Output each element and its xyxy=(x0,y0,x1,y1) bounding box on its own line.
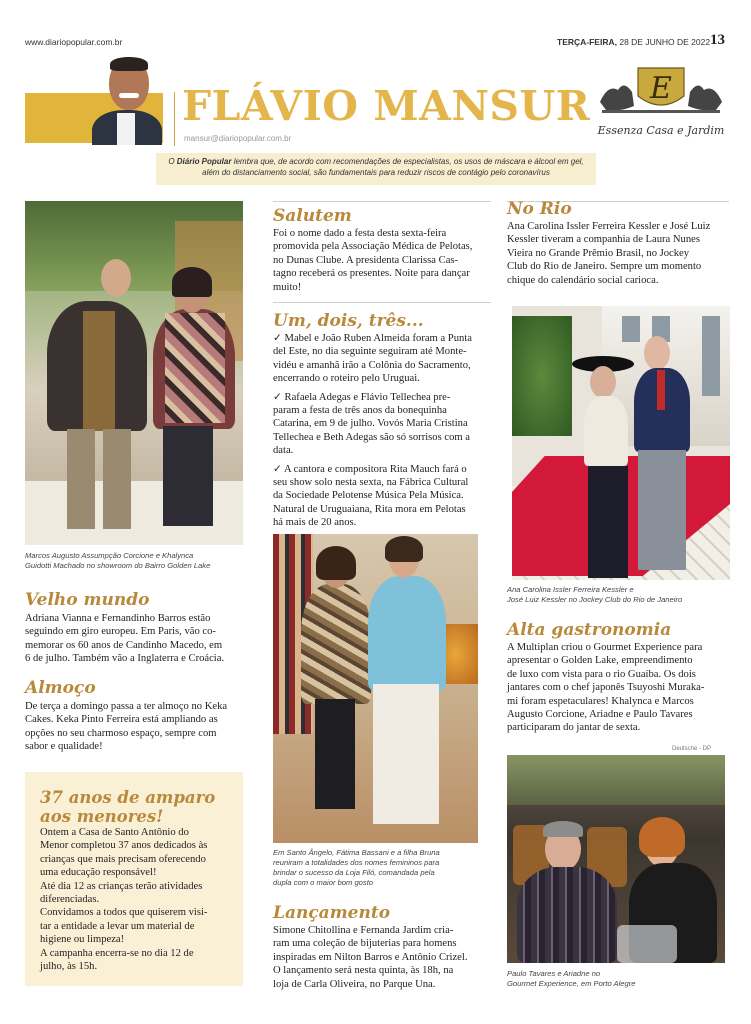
text-line: ✓ A cantora e compositora Rita Mauch fará o xyxy=(273,463,467,475)
site-url[interactable]: www.diariopopular.com.br xyxy=(25,37,123,47)
photo-loja-filo xyxy=(273,534,478,843)
article-salutem xyxy=(273,227,498,294)
heading-no-rio: No Rio xyxy=(507,199,572,219)
text-line: Simone Chitollina e Fernanda Jardim cria- xyxy=(273,925,454,936)
photo-caption-gourmet xyxy=(507,969,732,989)
text-line: mi foram espetaculares! Khalynca e Marcos xyxy=(507,695,694,707)
caption-line: Gourmet Experience, em Porto Alegre xyxy=(507,979,636,988)
date-day: TERÇA-FEIRA, xyxy=(557,37,617,47)
text-line: Club do Rio de Janeiro. Sempre um momento xyxy=(507,261,702,273)
text-line: Augusto Corcione, Ariadne e Paulo Tavares xyxy=(507,709,693,721)
heading-um-dois-tres: Um, dois, três... xyxy=(273,311,424,331)
columnist-email[interactable]: mansur@diariopopular.com.br xyxy=(184,134,292,143)
text-line: tar a entidade a levar um material de xyxy=(40,920,195,932)
text-line: sabor e qualidade! xyxy=(25,741,103,753)
caption-line: José Luiz Kessler no Jockey Club do Rio de Janeiro xyxy=(507,595,683,604)
text-line: participaram do jantar de sexta. xyxy=(507,722,641,734)
text-line: ✓ Rafaela Adegas e Flávio Tellechea pre- xyxy=(273,391,451,403)
caption-line: dupla com o maior bom gosto xyxy=(273,878,374,887)
photo-jockey-club xyxy=(512,306,730,580)
text-line: memorar os 60 anos de Candinho Macedo, em xyxy=(25,639,223,651)
text-line: Adriana Vianna e Fernandinho Barros estão xyxy=(25,613,211,624)
photo-credit: Deutsche - DP xyxy=(672,746,712,752)
date-rest: 28 DE JUNHO DE 2022 xyxy=(616,37,711,47)
caption-line: Em Santo Ângelo, Fátima Bassani e a filha Bruna xyxy=(273,848,440,857)
text-line: param a festa de três anos da bonequinha xyxy=(273,405,447,417)
text-line: de luxo com vista para o rio Guaíba. Os dois xyxy=(507,668,696,680)
text-line: encerrando o roteiro pelo Uruguai. xyxy=(273,373,420,385)
heading-lancamento: Lançamento xyxy=(273,903,391,923)
article-37-anos xyxy=(40,826,240,973)
text-line: 6 de julho. Também vão a Inglaterra e Croácia. xyxy=(25,653,225,665)
text-line: Kessler tiveram a companhia de Laura Nunes xyxy=(507,234,700,246)
heading-salutem: Salutem xyxy=(273,206,352,226)
heading-line: 37 anos de amparo xyxy=(40,788,216,807)
divider xyxy=(273,201,491,202)
text-line: chique do calendário social carioca. xyxy=(507,274,659,286)
photo-caption-left xyxy=(25,551,247,571)
heading-alta-gastronomia: Alta gastronomia xyxy=(507,620,672,640)
text-line: tagno receberá os presentes. Noite para dançar xyxy=(273,268,470,280)
caption-line: Paulo Tavares e Ariadne no xyxy=(507,969,601,978)
columnist-name: FLÁVIO MANSUR xyxy=(182,82,591,130)
heading-37-anos xyxy=(40,788,215,826)
text-line: Natural de Uruguaiana, Rita mora em Pelotas xyxy=(273,503,466,515)
text-line: higiene ou limpeza! xyxy=(40,934,125,946)
heading-line: aos menores! xyxy=(40,807,164,826)
notice-brand: Diário Popular xyxy=(176,157,232,166)
text-line: uma educação responsável! xyxy=(40,867,157,879)
divider xyxy=(273,302,491,303)
text-line: ram uma coleção de bijuterias para homens xyxy=(273,938,457,950)
text-line: data. xyxy=(273,445,294,457)
sponsor-name: Essenza Casa e Jardim xyxy=(597,124,725,137)
text-line: seu show solo nesta sexta, na Fábrica Cultural xyxy=(273,477,469,489)
text-line: diferenciadas. xyxy=(40,894,100,906)
text-line: O lançamento será nesta quinta, às 18h, na xyxy=(273,965,454,977)
text-line: Tellechea e Beth Adegas são só sorrisos com a xyxy=(273,431,470,443)
text-line: ✓ Mabel e João Ruben Almeida foram a Punta xyxy=(273,333,472,344)
title-divider xyxy=(174,92,175,146)
text-line: há mais de 20 anos. xyxy=(273,517,357,529)
text-line: apresentar o Golden Lake, empreendimento xyxy=(507,655,693,667)
text-line: Foi o nome dado a festa desta sexta-feira xyxy=(273,228,447,239)
text-line: Até dia 12 as crianças terão atividades xyxy=(40,880,203,892)
svg-text:E: E xyxy=(650,71,672,106)
text-line: Ana Carolina Issler Ferreira Kessler e José Luiz xyxy=(507,221,711,232)
text-line: De terça a domingo passa a ter almoço no Keka xyxy=(25,701,228,712)
text-line: no Dunas Clube. A presidenta Clarissa Cas- xyxy=(273,254,459,266)
photo-showroom xyxy=(25,201,243,545)
text-line: muito! xyxy=(273,281,302,293)
caption-line: Marcos Augusto Assumpção Corcione e Khalynca xyxy=(25,551,194,560)
text-line: del Este, no dia seguinte seguiram até Monte- xyxy=(273,346,467,358)
caption-line: Ana Carolina Issler Ferreira Kessler e xyxy=(507,585,634,594)
photo-gourmet-experience xyxy=(507,755,725,963)
photo-caption-right xyxy=(507,585,732,605)
caption-line: brindar o sucesso da Loja Filó, comandada pela xyxy=(273,868,435,877)
caption-line: Guidotti Machado no showroom do Bairro Golden Lake xyxy=(25,561,211,570)
photo-caption-middle xyxy=(273,848,483,888)
text-line: seguindo em giro europeu. Em Paris, vão co- xyxy=(25,626,216,638)
article-um-dois-tres xyxy=(273,332,498,530)
health-notice xyxy=(156,153,596,185)
notice-prefix: O xyxy=(168,157,177,166)
text-line: jantares com o chef japonês Tsuyoshi Muraka- xyxy=(507,682,705,694)
publication-date xyxy=(557,37,710,47)
text-line: Menor completou 37 anos dedicados às xyxy=(40,840,208,852)
columnist-portrait xyxy=(72,55,167,145)
heading-almoco: Almoço xyxy=(25,678,96,698)
text-line: loja de Carla Oliveira, no Parque Una. xyxy=(273,978,436,990)
text-line: inspiradas em Nilton Barros e Antônio Crizel. xyxy=(273,951,468,963)
article-no-rio xyxy=(507,220,732,287)
text-line: Cakes. Keka Pinto Ferreira está ampliando as xyxy=(25,714,218,726)
text-line: Catarina, em 9 de julho. Vovós Maria Cristina xyxy=(273,418,468,430)
article-lancamento xyxy=(273,924,498,991)
article-velho-mundo xyxy=(25,612,247,666)
text-line: Ontem a Casa de Santo Antônio do xyxy=(40,827,189,838)
text-line: crianças que mais precisam oferecendo xyxy=(40,853,206,865)
article-almoco xyxy=(25,700,247,754)
text-line: promovida pela Associação Médica de Pelotas, xyxy=(273,241,473,253)
text-line: da Sociedade Pelotense Música Pela Música. xyxy=(273,490,464,502)
page-number: 13 xyxy=(710,32,725,48)
heading-velho-mundo: Velho mundo xyxy=(25,590,150,610)
sponsor-logo xyxy=(594,62,728,146)
notice-line-1: lembra que, de acordo com recomendações de especialistas, os usos de máscara e álcool em gel, xyxy=(231,157,584,166)
text-line: A campanha encerra-se no dia 12 de xyxy=(40,947,194,959)
text-line: Convidamos a todos que quiserem visi- xyxy=(40,907,208,919)
text-line: julho, às 15h. xyxy=(40,961,98,973)
notice-line-2: além do distanciamento social, são fundamentais para reduzir riscos de contágio pelo coronavírus xyxy=(202,168,550,177)
article-alta-gastronomia xyxy=(507,641,732,735)
text-line: Vieira no Grande Prêmio Brasil, no Jockey xyxy=(507,247,690,259)
text-line: vidéu e amanhã irão a Colônia do Sacramento, xyxy=(273,359,471,371)
text-line: opções no seu charmoso espaço, sempre com xyxy=(25,727,217,739)
text-line: A Multiplan criou o Gourmet Experience para xyxy=(507,642,703,653)
caption-line: reuniram a totalidades dos nomes femininos para xyxy=(273,858,440,867)
